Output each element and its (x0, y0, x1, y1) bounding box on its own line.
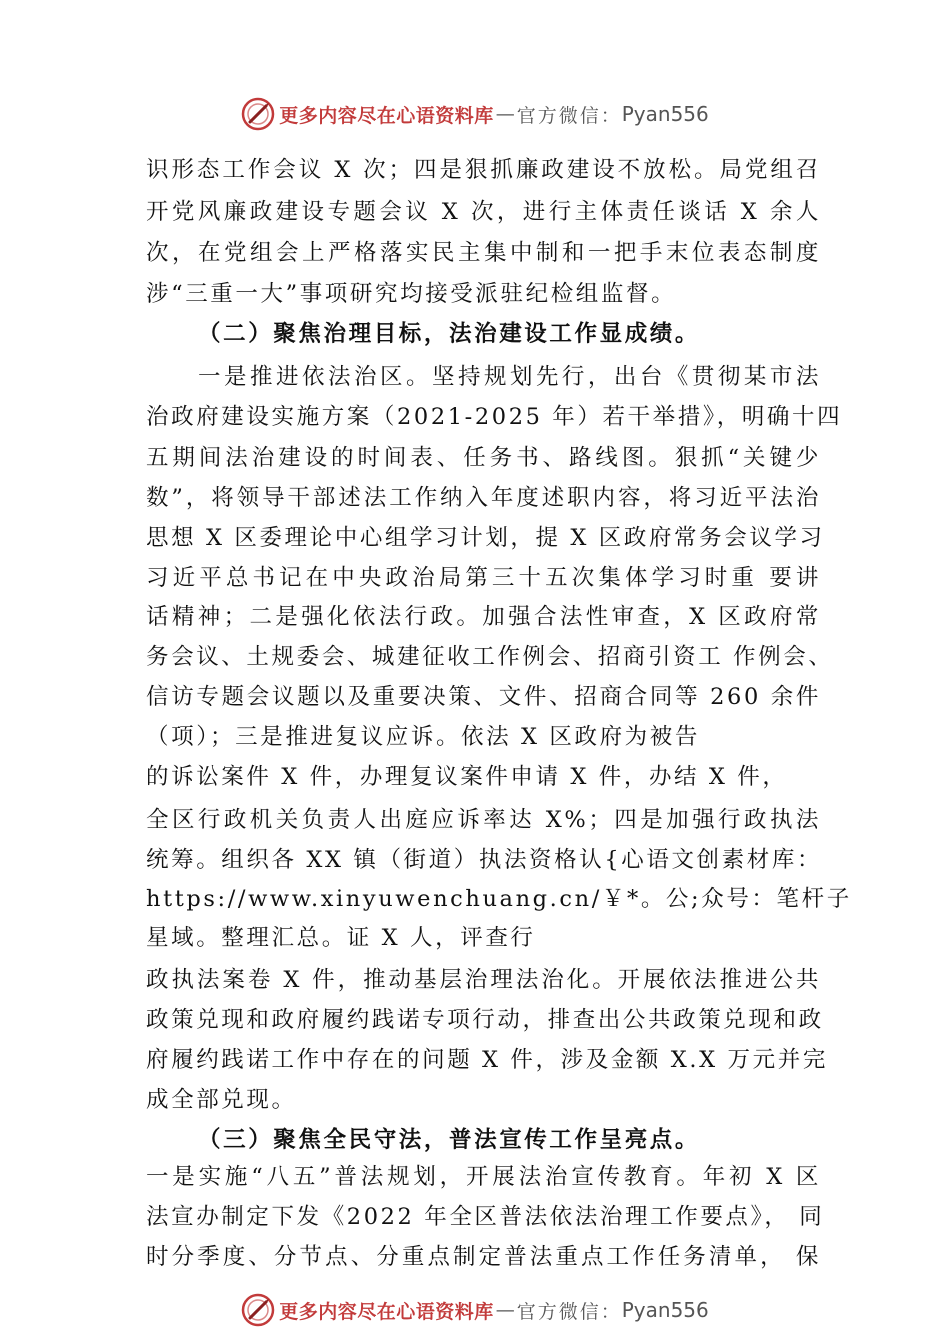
banner-dash: — (495, 103, 515, 125)
body-line: 政执法案卷 X 件，推动基层治理法治化。开展依法推进公共 (146, 967, 821, 993)
body-line: 政策兑现和政府履约践诺专项行动，排查出公共政策兑现和政 (146, 1007, 824, 1033)
banner-text: 更多内容尽在心语资料库 (279, 104, 494, 127)
banner-dash: — (495, 1299, 515, 1321)
section-heading-2: （二）聚焦治理目标，法治建设工作显成绩。 (198, 321, 701, 347)
body-line: 府履约践诺工作中存在的问题 X 件，涉及金额 X.X 万元并完 (146, 1047, 828, 1073)
header-banner (0, 96, 950, 132)
body-line: 涉“三重一大”事项研究均接受派驻纪检组监督。 (146, 281, 677, 307)
body-line: 五期间法治建设的时间表、任务书、路线图。狠抓“关键少 (146, 445, 821, 471)
body-line: 一是实施“八五”普法规划，开展法治宣传教育。年初 X 区 (146, 1164, 821, 1190)
footer-banner (0, 1292, 950, 1328)
body-line: 时分季度、分节点、分重点制定普法重点工作任务清单， 保 (146, 1244, 821, 1270)
body-line: 成全部兑现。 (146, 1087, 297, 1113)
section-heading-3: （三）聚焦全民守法，普法宣传工作呈亮点。 (198, 1127, 701, 1153)
pen-logo-icon (241, 97, 275, 131)
body-line: （项）；三是推进复议应诉。依法 X 区政府为被告 (146, 724, 700, 750)
body-line: 法宣办制定下发《2022 年全区普法依法治理工作要点》， 同 (146, 1204, 825, 1230)
pen-logo-icon (241, 1293, 275, 1327)
body-line: 话精神；二是强化依法行政。加强合法性审查，X 区政府常 (146, 604, 821, 630)
wechat-label: 官方微信： (516, 104, 622, 127)
body-line: 一是推进依法治区。坚持规划先行，出台《贯彻某市法 (198, 364, 821, 390)
wechat-label: 官方微信： (516, 1300, 622, 1323)
wechat-id: Pyan556 (621, 102, 709, 126)
body-line: 治政府建设实施方案（2021-2025 年）若干举措》，明确十四 (146, 404, 843, 430)
body-line: 统筹。组织各 XX 镇（街道）执法资格认{心语文创素材库： (146, 847, 823, 873)
body-line: 开党风廉政建设专题会议 X 次，进行主体责任谈话 X 余人 (146, 199, 821, 225)
body-line: 思想 X 区委理论中心组学习计划，提 X 区政府常务会议学习 (146, 525, 825, 551)
wechat-id: Pyan556 (621, 1298, 709, 1322)
body-line: 务会议、土规委会、城建征收工作例会、招商引资工 作例会、 (146, 644, 834, 670)
body-line: 次，在党组会上严格落实民主集中制和一把手末位表态制度 (146, 240, 821, 266)
body-line: https://www.xinyuwenchuang.cn/￥*。公;众号：笔杆子 (146, 886, 852, 912)
banner-text: 更多内容尽在心语资料库 (279, 1300, 494, 1323)
body-line: 习近平总书记在中央政治局第三十五次集体学习时重 要讲 (146, 565, 821, 591)
body-line: 星域。整理汇总。证 X 人，评查行 (146, 925, 536, 951)
body-line: 全区行政机关负责人出庭应诉率达 X%；四是加强行政执法 (146, 807, 821, 833)
body-line: 数”，将领导干部述法工作纳入年度述职内容，将习近平法治 (146, 485, 821, 511)
body-line: 识形态工作会议 X 次；四是狠抓廉政建设不放松。局党组召 (146, 157, 821, 183)
body-line: 的诉讼案件 X 件，办理复议案件申请 X 件，办结 X 件， (146, 764, 788, 790)
body-line: 信访专题会议题以及重要决策、文件、招商合同等 260 余件 (146, 684, 821, 710)
